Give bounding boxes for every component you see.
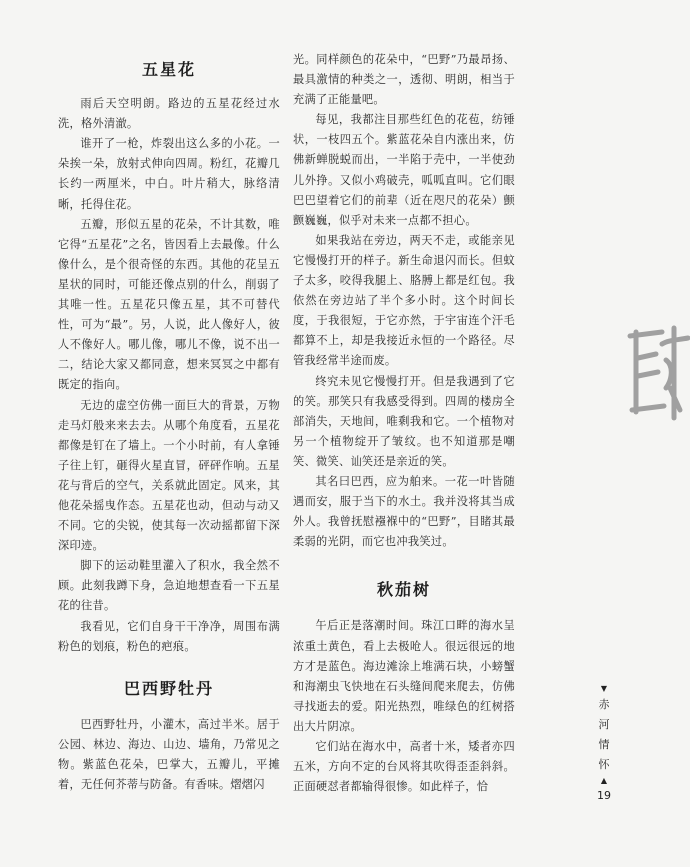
vertical-title-char: 河 — [598, 718, 610, 731]
calligraphy-seal-icon — [622, 318, 690, 426]
paragraph: 五瓣，形似五星的花朵，不计其数，唯它得“五星花”之名，皆因看上去最像。什么像什么，是个很奇怪的东西。其他的花呈五星状的同时，可能还像点别的什么，削弱了其唯一性。五星花只像五星，其不可替代性，可为“最”。另，人说，此人像好人，彼人不像好人。哪儿像，哪儿不像，说不出一二，结论大家又都同意，想来冥冥之中都有既定的指向。 — [58, 217, 280, 392]
vertical-title-char: 怀 — [598, 758, 610, 771]
paragraph: 谁开了一枪，炸裂出这么多的小花。一朵挨一朵，放射式伸向四周。粉红，花瓣几长约一两厘米，中白。叶片稍大，脉络清晰，托得住花。 — [58, 137, 280, 211]
right-column — [293, 50, 515, 797]
section-title-wuxinghua: 五星花 — [141, 60, 196, 79]
paragraph: 其名曰巴西，应为舶来。一花一叶皆随遇而安，服于当下的水土。我并没将其当成外人。我曾抚慰襁褓中的“巴野”，目睹其最柔弱的光阴，而它也冲我笑过。 — [293, 474, 515, 549]
paragraph: 雨后天空明朗。路边的五星花经过水洗，格外清澈。 — [58, 97, 280, 131]
section-title-baxi-yemudan: 巴西野牡丹 — [123, 678, 214, 698]
paragraph: 无边的虚空仿佛一面巨大的背景，万物走马灯般来来去去。从哪个角度看，五星花都像是钉在了墙上。一个小时前，有人拿锤子往上钉，砸得火星直冒，砰砰作响。五星花与背后的空气，关系就此固定。风来，其他花朵摇曳作态。五星花也动，但动与动又不同。它的尖锐，使其每一次动摇都留下深深印迹。 — [58, 398, 280, 553]
paragraph: 如果我站在旁边，两天不走，或能亲见它慢慢打开的样子。新生命退闪而长。但蚊子太多，咬得我腿上、胳膊上都是红包。我依然在旁边站了半个多小时。这个时间长度，于我很短，于它亦然，于宇宙连个汗毛都算不上，却是我接近永恒的一个路径。尽管我经常半途而废。 — [293, 233, 515, 368]
paragraph: 巴西野牡丹，小灌木，高过半米。居于公园、林边、海边、山边、墙角，乃常见之物。紫蓝色花朵，巴掌大，五瓣儿，平摊着，无任何芥蒂与防备。有香味。熠熠闪 — [58, 717, 280, 792]
left-column — [58, 52, 280, 795]
triangle-down-icon: ▼ — [600, 684, 608, 693]
paragraph: 午后正是落潮时间。珠江口畔的海水呈浓重土黄色，看上去极呛人。很远很远的地方才是蓝色。海边滩涂上堆满石块，小螃蟹和海潮虫飞快地在石头缝间爬来爬去，仿佛寻找逝去的爱。阳光热烈，唯绿色的红树搭出大片阴凉。 — [293, 619, 515, 733]
section-title-qiujiashu: 秋茄树 — [376, 580, 431, 600]
triangle-up-icon: ▲ — [600, 776, 608, 785]
paragraph: 它们站在海水中，高者十米，矮者亦四五米，方向不定的台风将其吹得歪歪斜斜。正面硬怼者都输得很惨。如此样子，恰 — [293, 740, 515, 794]
paragraph: 我看见，它们自身干干净净，周围布满粉色的划痕，粉色的疤痕。 — [58, 619, 280, 653]
paragraph: 每见，我都注目那些红色的花苞，纺锤状，一枝四五个。紫蓝花朵自内涨出来，仿佛新蝉脱蜕而出，一半陷于壳中，一半使劲儿外挣。又似小鸡破壳，呱呱直叫。它们眼巴巴望着它们的前辈（近在咫尺的花朵）颤颤巍巍，似乎对未来一点都不担心。 — [293, 113, 515, 227]
paragraph: 光。同样颜色的花朵中，“巴野”乃最昂扬、最具激情的种类之一，透彻、明朗，相当于充满了正能量吧。 — [293, 53, 515, 107]
vertical-column-title — [596, 683, 612, 787]
paragraph: 脚下的运动鞋里灌入了积水，我全然不顾。此刻我蹲下身，急迫地想查看一下五星花的往昔。 — [58, 559, 280, 613]
vertical-title-char: 情 — [598, 738, 610, 751]
paragraph: 终究未见它慢慢打开。但是我遇到了它的笑。那笑只有我感受得到。四周的楼房全部消失，天地间，唯剩我和它。一个植物对另一个植物绽开了皱纹。也不知道那是嘲笑、微笑、讪笑还是亲近的笑。 — [293, 374, 515, 468]
page-number: 19 — [597, 789, 611, 802]
vertical-title-char: 赤 — [598, 698, 610, 711]
